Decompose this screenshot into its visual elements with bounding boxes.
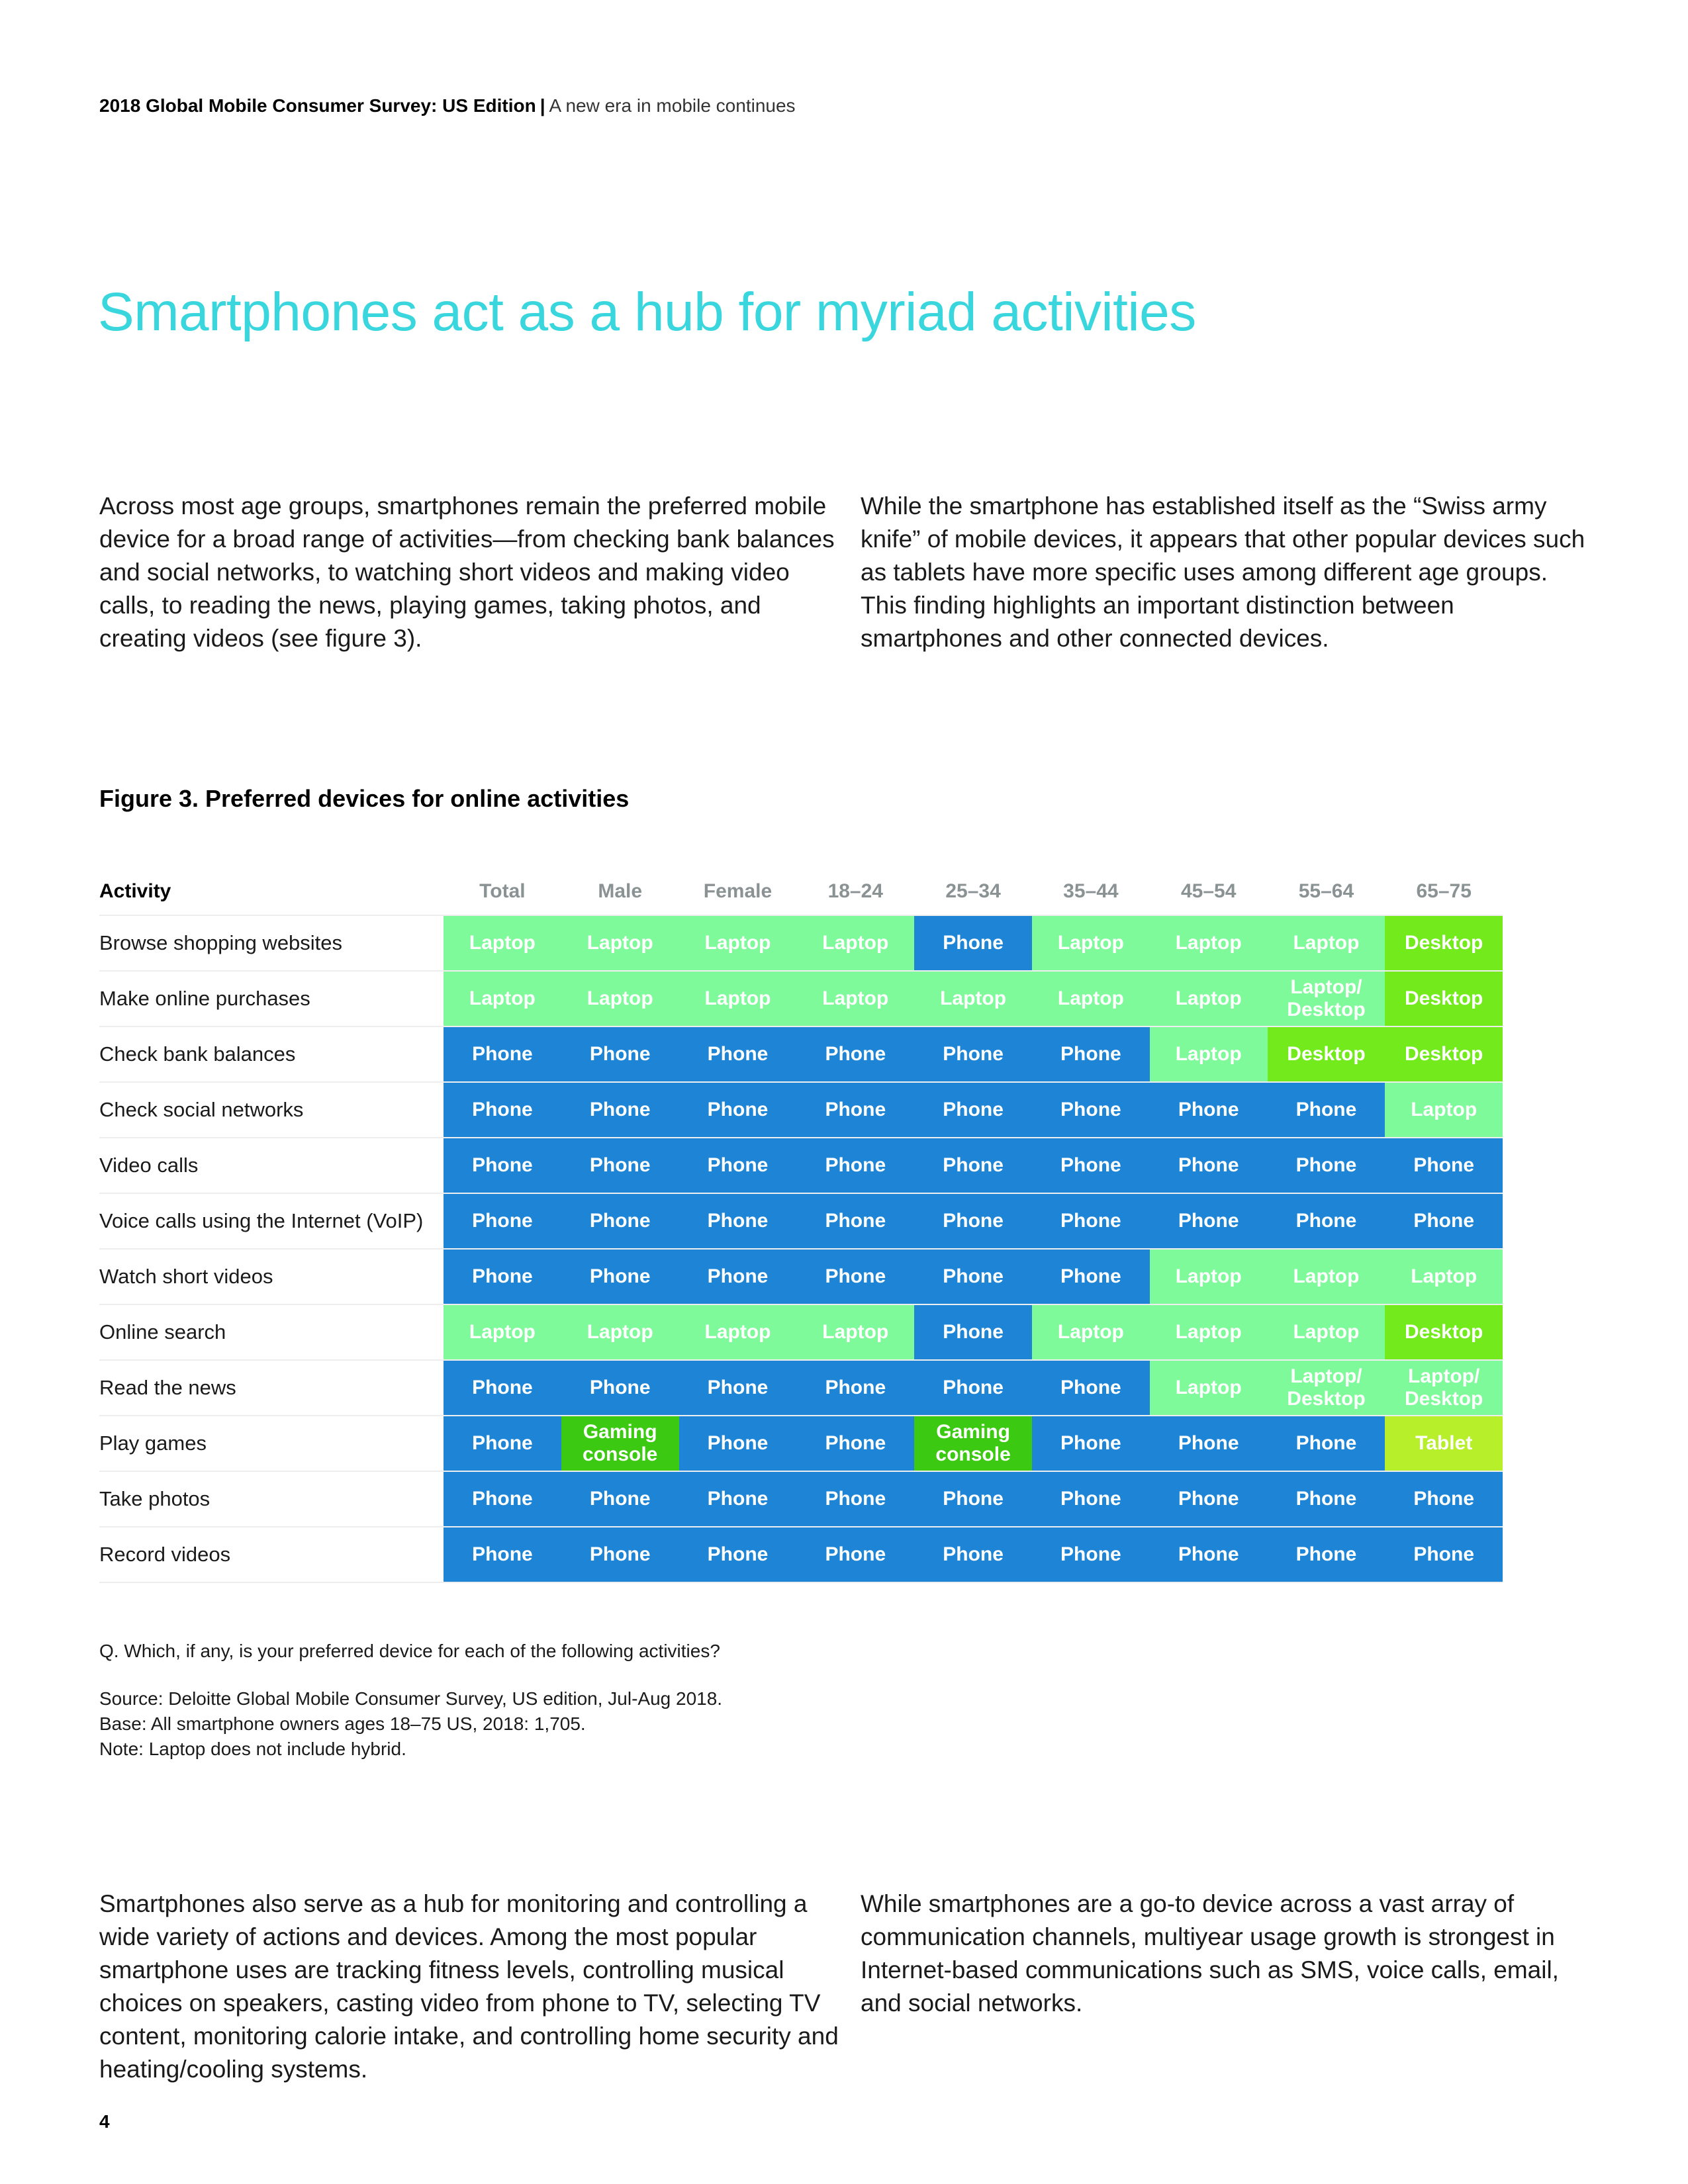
device-cell: Phone — [1385, 1472, 1503, 1527]
device-cell: Phone — [1150, 1472, 1268, 1527]
device-cell: Phone — [444, 1472, 561, 1527]
device-cell: Phone — [914, 1083, 1032, 1138]
source-note: Source: Deloitte Global Mobile Consumer Survey, US edition, Jul-Aug 2018. — [99, 1688, 723, 1709]
header-subtitle: A new era in mobile continues — [549, 95, 796, 116]
device-cell: Phone — [796, 1361, 914, 1416]
device-cell: Phone — [444, 1027, 561, 1083]
device-cell: Phone — [679, 1361, 797, 1416]
header-title: 2018 Global Mobile Consumer Survey: US Edition — [99, 95, 536, 116]
device-cell: Phone — [444, 1361, 561, 1416]
device-cell: Phone — [1385, 1194, 1503, 1250]
device-cell: Phone — [914, 1472, 1032, 1527]
device-cell: Phone — [1385, 1138, 1503, 1194]
device-cell: Phone — [1150, 1194, 1268, 1250]
device-cell: Phone — [1032, 1472, 1150, 1527]
device-cell: Phone — [1150, 1527, 1268, 1583]
device-cell: Gaming console — [914, 1416, 1032, 1472]
device-cell: Laptop — [679, 916, 797, 972]
device-cell: Phone — [561, 1527, 679, 1583]
page-title: Smartphones act as a hub for myriad activities — [98, 282, 1196, 342]
preferred-devices-table — [99, 868, 1503, 1583]
device-cell: Phone — [561, 1472, 679, 1527]
device-cell: Laptop — [1268, 1305, 1385, 1361]
column-header: 35–44 — [1032, 868, 1150, 916]
laptop-note: Note: Laptop does not include hybrid. — [99, 1739, 406, 1759]
figure-title: Figure 3. Preferred devices for online activities — [99, 785, 630, 812]
table-row — [99, 1527, 1503, 1583]
device-cell: Laptop — [1150, 1250, 1268, 1305]
device-cell: Phone — [1268, 1083, 1385, 1138]
device-cell: Phone — [914, 1194, 1032, 1250]
device-cell: Laptop — [1150, 972, 1268, 1027]
table-row — [99, 1138, 1503, 1194]
device-cell: Desktop — [1385, 972, 1503, 1027]
device-cell: Phone — [796, 1527, 914, 1583]
column-header: 25–34 — [914, 868, 1032, 916]
intro-paragraph-right: While the smartphone has established itself as the “Swiss army knife” of mobile devices, it appears that other popular devices such as tablets have more specific uses among different age groups. This finding highlights an important distinction between smartphones and other connected devices. — [861, 492, 1585, 652]
device-cell: Laptop/ Desktop — [1385, 1361, 1503, 1416]
device-cell: Phone — [679, 1250, 797, 1305]
device-cell: Phone — [679, 1194, 797, 1250]
device-cell: Laptop/ Desktop — [1268, 1361, 1385, 1416]
device-cell: Phone — [1268, 1527, 1385, 1583]
device-cell: Phone — [444, 1083, 561, 1138]
table-row — [99, 1194, 1503, 1250]
device-cell: Phone — [796, 1472, 914, 1527]
device-cell: Phone — [796, 1083, 914, 1138]
device-cell: Desktop — [1385, 916, 1503, 972]
device-cell: Desktop — [1268, 1027, 1385, 1083]
device-cell: Phone — [796, 1416, 914, 1472]
table-row — [99, 1250, 1503, 1305]
device-cell: Phone — [1268, 1194, 1385, 1250]
device-cell: Laptop — [1032, 1305, 1150, 1361]
device-cell: Phone — [1268, 1416, 1385, 1472]
device-cell: Phone — [561, 1083, 679, 1138]
column-header: 65–75 — [1385, 868, 1503, 916]
device-cell: Phone — [1150, 1416, 1268, 1472]
column-header: 18–24 — [796, 868, 914, 916]
device-cell: Phone — [1150, 1138, 1268, 1194]
table-row — [99, 916, 1503, 972]
device-cell: Phone — [444, 1416, 561, 1472]
device-cell: Phone — [914, 1527, 1032, 1583]
device-cell: Phone — [1032, 1194, 1150, 1250]
device-cell: Laptop — [1268, 916, 1385, 972]
device-cell: Phone — [561, 1138, 679, 1194]
device-cell: Laptop/ Desktop — [1268, 972, 1385, 1027]
column-header: 55–64 — [1268, 868, 1385, 916]
device-cell: Phone — [796, 1027, 914, 1083]
column-header: Female — [679, 868, 797, 916]
activity-label: Make online purchases — [99, 972, 444, 1027]
device-cell: Phone — [444, 1194, 561, 1250]
device-cell: Laptop — [1150, 1361, 1268, 1416]
page-number: 4 — [99, 2111, 110, 2132]
device-cell: Laptop — [914, 972, 1032, 1027]
device-cell: Laptop — [444, 972, 561, 1027]
device-cell: Phone — [796, 1138, 914, 1194]
activity-label: Check social networks — [99, 1083, 444, 1138]
device-cell: Desktop — [1385, 1027, 1503, 1083]
table-row — [99, 972, 1503, 1027]
device-cell: Laptop — [561, 916, 679, 972]
device-cell: Phone — [679, 1138, 797, 1194]
table-row — [99, 1027, 1503, 1083]
device-cell: Phone — [679, 1027, 797, 1083]
activity-label: Voice calls using the Internet (VoIP) — [99, 1194, 444, 1250]
outro-paragraph-left: Smartphones also serve as a hub for monitoring and controlling a wide variety of actions and devices. Among the most popular smartphone uses are tracking fitness levels, controlling musical choices on speakers, casting video from phone to TV, selecting TV content, monitoring calorie intake, and controlling home security and heating/cooling systems. — [99, 1890, 839, 2083]
device-cell: Desktop — [1385, 1305, 1503, 1361]
device-cell: Phone — [914, 1250, 1032, 1305]
device-cell: Laptop — [1150, 1027, 1268, 1083]
table-row — [99, 1305, 1503, 1361]
device-cell: Phone — [796, 1250, 914, 1305]
device-cell: Laptop — [1268, 1250, 1385, 1305]
device-cell: Laptop — [1385, 1250, 1503, 1305]
activity-label: Play games — [99, 1416, 444, 1472]
device-cell: Phone — [914, 1305, 1032, 1361]
base-note: Base: All smartphone owners ages 18–75 US, 2018: 1,705. — [99, 1713, 586, 1734]
device-cell: Laptop — [444, 916, 561, 972]
device-cell: Phone — [796, 1194, 914, 1250]
device-cell: Phone — [679, 1083, 797, 1138]
device-cell: Phone — [444, 1250, 561, 1305]
table-row — [99, 1361, 1503, 1416]
table-row — [99, 1416, 1503, 1472]
device-cell: Phone — [679, 1472, 797, 1527]
activity-label: Browse shopping websites — [99, 916, 444, 972]
device-cell: Laptop — [1032, 972, 1150, 1027]
device-cell: Phone — [679, 1416, 797, 1472]
activity-column-header: Activity — [99, 868, 444, 916]
activity-label: Check bank balances — [99, 1027, 444, 1083]
device-cell: Phone — [561, 1027, 679, 1083]
device-cell: Phone — [1032, 1138, 1150, 1194]
outro-paragraph-right: While smartphones are a go-to device across a vast array of communication channels, multiyear usage growth is strongest in Internet-based communications such as SMS, voice calls, email, and social networks. — [861, 1890, 1559, 2017]
survey-question: Q. Which, if any, is your preferred device for each of the following activities? — [99, 1641, 720, 1661]
figure-notes — [99, 1639, 722, 1762]
device-cell: Laptop — [1032, 916, 1150, 972]
activity-label: Watch short videos — [99, 1250, 444, 1305]
device-cell: Tablet — [1385, 1416, 1503, 1472]
column-header: 45–54 — [1150, 868, 1268, 916]
device-cell: Phone — [444, 1527, 561, 1583]
device-cell: Laptop — [1150, 916, 1268, 972]
activity-label: Read the news — [99, 1361, 444, 1416]
table-row — [99, 1083, 1503, 1138]
device-cell: Laptop — [679, 1305, 797, 1361]
activity-label: Record videos — [99, 1527, 444, 1583]
header-separator: | — [539, 95, 545, 116]
device-cell: Phone — [444, 1138, 561, 1194]
column-header: Male — [561, 868, 679, 916]
table-row — [99, 1472, 1503, 1527]
activity-label: Take photos — [99, 1472, 444, 1527]
table-header-row — [99, 868, 1503, 916]
device-cell: Phone — [1032, 1027, 1150, 1083]
device-cell: Phone — [914, 1027, 1032, 1083]
intro-paragraph-left: Across most age groups, smartphones remain the preferred mobile device for a broad range of activities—from checking bank balances and social networks, to watching short videos and making video calls, to reading the news, playing games, taking photos, and creating videos (see figure 3). — [99, 492, 835, 652]
device-cell: Phone — [561, 1250, 679, 1305]
column-header: Total — [444, 868, 561, 916]
device-cell: Phone — [1150, 1083, 1268, 1138]
activity-label: Video calls — [99, 1138, 444, 1194]
device-cell: Phone — [1032, 1416, 1150, 1472]
device-cell: Phone — [1032, 1361, 1150, 1416]
device-cell: Laptop — [796, 916, 914, 972]
device-cell: Phone — [1268, 1138, 1385, 1194]
device-cell: Phone — [914, 1361, 1032, 1416]
device-cell: Phone — [914, 916, 1032, 972]
device-cell: Phone — [561, 1194, 679, 1250]
device-cell: Laptop — [561, 1305, 679, 1361]
device-cell: Phone — [1268, 1472, 1385, 1527]
device-cell: Laptop — [679, 972, 797, 1027]
device-cell: Laptop — [444, 1305, 561, 1361]
device-cell: Laptop — [1150, 1305, 1268, 1361]
device-cell: Phone — [1032, 1527, 1150, 1583]
device-cell: Laptop — [796, 972, 914, 1027]
device-cell: Phone — [1032, 1083, 1150, 1138]
device-cell: Phone — [679, 1527, 797, 1583]
running-header — [99, 95, 796, 116]
device-cell: Laptop — [1385, 1083, 1503, 1138]
device-cell: Phone — [1385, 1527, 1503, 1583]
device-cell: Laptop — [561, 972, 679, 1027]
device-cell: Phone — [561, 1361, 679, 1416]
device-cell: Phone — [1032, 1250, 1150, 1305]
device-cell: Phone — [914, 1138, 1032, 1194]
activity-label: Online search — [99, 1305, 444, 1361]
device-cell: Gaming console — [561, 1416, 679, 1472]
device-cell: Laptop — [796, 1305, 914, 1361]
